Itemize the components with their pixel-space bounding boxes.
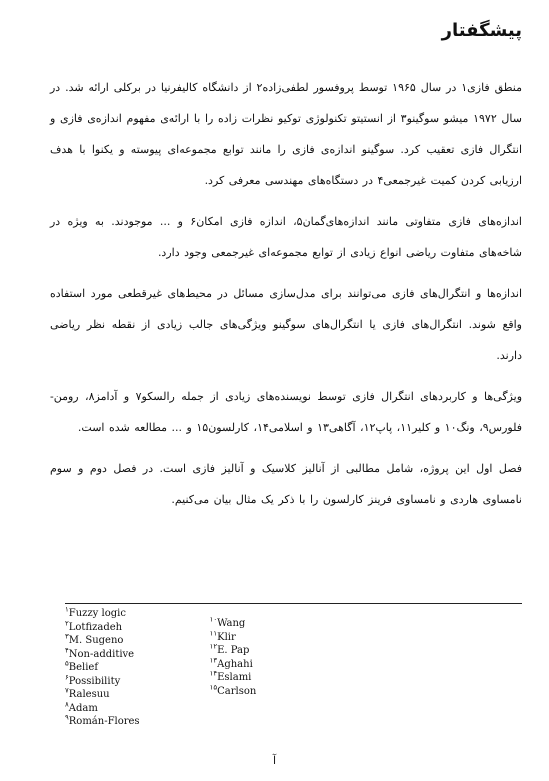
paragraph-3: اندازه‌ها و انتگرال‌های فازی می‌توانند برای مدل‌سازی مسائل در محیط‌های غیرقطعی مورد استفاده واقع شوند. انتگرال‌های فازی یا انتگرال‌های سوگینو ویژگی‌های جالب زیادی از نقطه نظر ریاضی دارند. (50, 287, 522, 362)
footnote: $^۴$Non-additive (65, 646, 135, 660)
footnote: $^۳$M. Sugeno (65, 632, 124, 646)
footnote: $^۲$Lotfizadeh (65, 619, 123, 633)
footnote: $^{۱۵}$Carlson (209, 683, 257, 697)
paragraph-4: ویژگی‌ها و کاربردهای انتگرال فازی توسط نویسنده‌های زیادی از جمله رالسکو۷ و آدامز۸، رومن-فلورس۹، ونگ۱۰ و کلیر۱۱، پاپ۱۲، آگاهی۱۳ و اسلامی۱۴، کارلسون۱۵ و ... مطالعه شده است. (50, 390, 523, 434)
page-title: پیشگفتار (441, 20, 522, 41)
footnote: $^۷$Ralesuu (65, 686, 110, 700)
page-number: آ (272, 754, 277, 767)
footnote: $^{۱۱}$Klir (209, 629, 236, 643)
footnote: $^{۱۳}$Aghahi (209, 656, 253, 670)
footnote: $^۱$Fuzzy logic (65, 605, 126, 619)
footnote: $^۵$Belief (65, 659, 99, 673)
footnotes (65, 603, 522, 729)
footnote: $^۹$Román-Flores (65, 713, 140, 727)
footnote: $^۶$Possibility (65, 673, 121, 687)
footnote: $^{۱۰}$Wang (209, 615, 246, 629)
paragraph-1: منطق فازی۱ در سال ۱۹۶۵ توسط پروفسور لطفی‌زاده۲ از دانشگاه کالیفرنیا در برکلی ارائه شد. در سال ۱۹۷۲ میشو سوگینو۳ از انستیتو تکنولوژی توکیو نظرات زاده را با ارائه‌ی مفهوم اندازه‌ی فازی و انتگرال فازی تعقیب کرد. سوگینو اندازه‌ی فازی را مانند توابع مجموعه‌ای پیوسته و یکنوا با هدف ارزیابی کردن کمیت غیرجمعی۴ در دستگاه‌های مهندسی معرفی کرد. (50, 81, 522, 187)
footnotes-right-column (210, 607, 257, 729)
paragraph-5: فصل اول این پروژه، شامل مطالبی از آنالیز کلاسیک و آنالیز فازی است. در فصل دوم و سوم نامساوی هاردی و نامساوی فرینز کارلسون را با ذکر یک مثال بیان می‌کنیم. (50, 462, 522, 506)
footnote: $^{۱۴}$Eslami (209, 669, 252, 683)
footnote: $^{۱۲}$E. Pap (209, 642, 250, 656)
preface-body (50, 72, 522, 525)
footnote: $^۸$Adam (65, 700, 98, 714)
paragraph-2: اندازه‌های فازی متفاوتی مانند اندازه‌های‌گمان۵، اندازه فازی امکان۶ و ... موجودند. به ویژه در شاخه‌های متفاوت ریاضی انواع زیادی از توابع مجموعه‌ای غیرجمعی وجود دارد. (50, 215, 522, 259)
footnotes-left-column (65, 607, 140, 729)
